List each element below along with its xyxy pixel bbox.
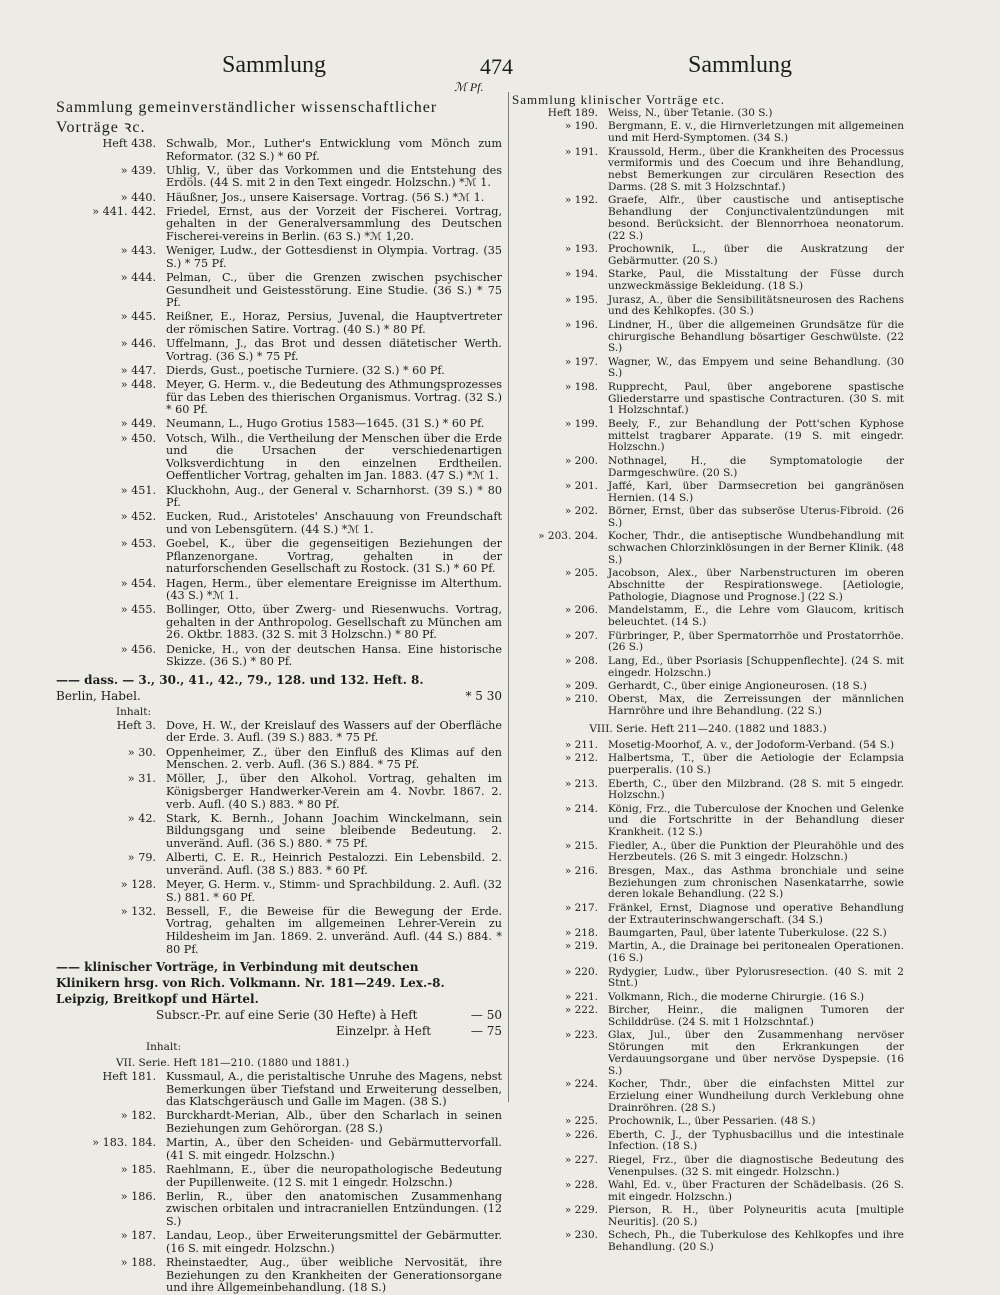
page-number: 474 (480, 54, 513, 79)
list-item (56, 418, 502, 431)
klinische-vortraege-line1: —— klinischer Vorträge, in Verbindung mit deutschen (56, 960, 419, 975)
list-item (512, 1180, 904, 1204)
heft-number: » 186. (120, 1189, 156, 1203)
subscription-label: Subscr.-Pr. auf eine Serie (30 Hefte) à Heft (156, 1008, 418, 1023)
list-item (56, 773, 502, 811)
list-item (56, 433, 502, 483)
list-item (512, 1130, 904, 1154)
list-item (56, 485, 502, 510)
entry-text: Neumann, L., Hugo Grotius 1583—1645. (31 S.) * 60 Pf. (166, 417, 485, 431)
heft-number: » 453. (120, 537, 156, 551)
entry-text: Bresgen, Max., das Asthma bronchiale und seine Beziehungen zum chronischen Nasenkatarrhe, sowie deren lokale Behandlung. (22 S.) (608, 864, 904, 901)
list-item (512, 740, 904, 752)
list-item (56, 1137, 502, 1162)
entry-text: Fränkel, Ernst, Diagnose und operative Behandlung der Extrauterinschwangerschaft. (34 S.) (608, 901, 904, 926)
heft-number: » 445. (120, 310, 156, 324)
dass-publisher-row (56, 688, 502, 704)
entry-text: Riegel, Frz., über die diagnostische Bedeutung des Venenpulses. (32 S. mit eingedr. Holzschn.) (608, 1153, 904, 1178)
entry-text: Kussmaul, A., die peristaltische Unruhe des Magens, nebst Bemerkungen über Tiefstand und Erweiterung desselben, das Klatschgeräusch und Galle im Magen. (38 S.) (166, 1070, 502, 1109)
list-item (512, 1230, 904, 1254)
section-title-gemeinverstaendlich: Sammlung gemeinverständlicher wissenschaftlicher Vorträge ꝛc. (56, 99, 438, 136)
heft-number: » 199. (564, 417, 598, 430)
list-item (512, 631, 904, 655)
entry-text: Burckhardt-Merian, Alb., über den Scharlach in seinen Beziehungen zum Gehörorgan. (28 S.) (166, 1109, 502, 1136)
heft-number: » 196. (564, 318, 598, 331)
entry-text: Baumgarten, Paul, über latente Tuberkulose. (22 S.) (608, 927, 887, 940)
list-item (512, 147, 904, 194)
heft-number: » 208. (564, 654, 598, 667)
running-header-right: Sammlung (688, 52, 793, 78)
heft-number: » 452. (120, 510, 156, 524)
list-item (56, 1257, 502, 1295)
entry-text: Landau, Leop., über Erweiterungsmittel der Gebärmutter. (16 S. mit eingedr. Holzschn.) (166, 1229, 502, 1255)
single-price-row (56, 1023, 502, 1039)
entry-text: Rheinstaedter, Aug., über weibliche Nervosität, ihre Beziehungen zu den Krankheiten der Generationsorgane und ihre Allgemeinbehandlung. (18 S.) (166, 1255, 502, 1295)
heft-number: » 439. (120, 163, 156, 177)
heft-number: » 195. (564, 293, 598, 306)
klinische-vortraege-line3: Leipzig, Breitkopf und Härtel. (56, 992, 259, 1007)
heft-number: » 185. (120, 1163, 156, 1177)
currency-header: ℳ Pf. (454, 80, 484, 94)
entry-text: Meyer, G. Herm. v., Stimm- und Sprachbildung. 2. Aufl. (32 S.) 881. * 60 Pf. (166, 877, 502, 904)
list-item (512, 456, 904, 480)
heft-number: » 223. (564, 1029, 598, 1042)
list-item (56, 906, 502, 956)
heft-number: » 215. (564, 839, 598, 852)
list-item (512, 295, 904, 319)
heft-number: » 228. (564, 1178, 598, 1191)
entry-text: Weniger, Ludw., der Gottesdienst in Olympia. Vortrag. (35 S.) * 75 Pf. (166, 244, 502, 270)
heft-number: » 187. (120, 1229, 156, 1243)
entry-text: Schwalb, Mor., Luther's Entwicklung vom Mönch zum Reformator. (32 S.) * 60 Pf. (166, 137, 502, 163)
running-header-left: Sammlung (222, 52, 327, 78)
column-divider (508, 92, 509, 1102)
entry-text: Rydygier, Ludw., über Pylorusresection. (40 S. mit 2 Stnt.) (608, 965, 904, 990)
list-item (56, 365, 502, 378)
serie7-heading: VII. Serie. Heft 181—210. (1880 und 1881.) (116, 1057, 350, 1070)
list-item (56, 720, 502, 745)
list-item (56, 338, 502, 363)
heft-number: » 227. (564, 1153, 598, 1166)
heft-number: » 225. (564, 1115, 598, 1128)
entry-text: Bircher, Heinr., die malignen Tumoren der Schilddrüse. (24 S. mit 1 Holzschntaf.) (608, 1004, 904, 1028)
heft-number: » 454. (120, 576, 156, 590)
heft-number: » 192. (564, 194, 598, 207)
entry-text: Lang, Ed., über Psoriasis [Schuppenflechte]. (24 S. mit eingedr. Holzschn.) (608, 654, 904, 679)
list-item (56, 747, 502, 772)
entry-text: Kluckhohn, Aug., der General v. Scharnhorst. (39 S.) * 80 Pf. (166, 483, 502, 510)
heft-number: » 183. 184. (92, 1136, 156, 1150)
entry-text: Prochownik, L., über die Auskratzung der Gebärmutter. (20 S.) (608, 243, 904, 267)
heft-number: » 190. (564, 120, 598, 133)
entry-list-serie7-continued (512, 108, 904, 718)
entry-text: Oppenheimer, Z., über den Einfluß des Klimas auf den Menschen. 2. verb. Aufl. (36 S.) 884. * 75 Pf. (166, 745, 502, 772)
list-item (56, 165, 502, 190)
heft-number: » 444. (120, 270, 156, 284)
entry-text: Möller, J., über den Alkohol. Vortrag, gehalten im Königsberger Handwerker-Verein am 4. Novbr. 1867. 2. verb. Aufl. (40 S.) 883. * 80 Pf. (166, 772, 502, 811)
list-item (512, 382, 904, 417)
heft-number: » 193. (564, 243, 598, 256)
entry-text: Denicke, H., von der deutschen Hansa. Eine historische Skizze. (36 S.) * 80 Pf. (166, 642, 502, 669)
entry-text: Eberth, C., über den Milzbrand. (28 S. mit 5 eingedr. Holzschn.) (608, 777, 904, 802)
heft-number: » 224. (564, 1078, 598, 1091)
left-column (56, 98, 502, 1295)
heft-number: » 31. (127, 772, 156, 786)
list-item (56, 192, 502, 205)
entry-text: Martin, A., über den Scheiden- und Gebärmuttervorfall. (41 S. mit eingedr. Holzschn.) (166, 1136, 502, 1162)
entry-text: Uffelmann, J., das Brot und dessen diätetischer Werth. Vortrag. (36 S.) * 75 Pf. (166, 337, 502, 363)
list-item (512, 531, 904, 566)
entry-text: Häußner, Jos., unsere Kaisersage. Vortrag. (56 S.) *ℳ 1. (166, 190, 485, 204)
heft-number: » 455. (120, 603, 156, 617)
list-item (512, 506, 904, 530)
list-item (56, 538, 502, 576)
single-price-label: Einzelpr. à Heft (336, 1024, 432, 1039)
heft-number: » 206. (564, 604, 598, 617)
entry-text: Wahl, Ed. v., über Fracturen der Schädelbasis. (26 S. mit eingedr. Holzschn.) (608, 1178, 904, 1203)
heft-number: » 441. 442. (92, 204, 156, 218)
list-item (56, 272, 502, 310)
heft-number: » 217. (564, 901, 598, 914)
entry-text: Oberst, Max, die Zerreissungen der männlichen Harnröhre und ihre Behandlung. (22 S.) (608, 693, 904, 718)
entry-text: Alberti, C. E. R., Heinrich Pestalozzi. Ein Lebensbild. 2. unveränd. Aufl. (38 S.) 883. * 60 Pf. (166, 851, 502, 877)
list-item (512, 967, 904, 991)
list-item (56, 1164, 502, 1189)
list-item (56, 311, 502, 336)
heft-number: » 221. (564, 990, 598, 1003)
list-item (512, 928, 904, 940)
entry-text: Mandelstamm, E., die Lehre vom Glaucom, kritisch beleuchtet. (14 S.) (608, 604, 904, 629)
entry-text: Goebel, K., über die gegenseitigen Beziehungen der Pflanzenorgane. Vortrag, gehalten in der naturforschenden Gesellschaft zu Rostock. (31 S.) * 60 Pf. (166, 537, 502, 576)
entry-text: Gerhardt, C., über einige Angioneurosen. (18 S.) (608, 679, 867, 692)
list-item (512, 320, 904, 355)
dass-price: * 5 30 (465, 688, 502, 703)
list-item (56, 879, 502, 904)
entry-list-serie8 (512, 740, 904, 1254)
heft-number: » 200. (564, 454, 598, 467)
heft-number: » 451. (120, 483, 156, 497)
entry-text: Schech, Ph., die Tuberkulose des Kehlkopfes und ihre Behandlung. (20 S.) (608, 1229, 904, 1254)
entry-text: Fiedler, A., über die Punktion der Pleurahöhle und des Herzbeutels. (26 S. mit 3 eingedr. Holzschn.) (608, 839, 904, 864)
list-item (512, 121, 904, 145)
list-item (512, 779, 904, 803)
heft-number: » 197. (564, 355, 598, 368)
entry-text: Weiss, N., über Tetanie. (30 S.) (608, 107, 773, 119)
heft-number: » 188. (120, 1255, 156, 1269)
heft-number: » 218. (564, 927, 598, 940)
entry-text: Hagen, Herm., über elementare Ereignisse im Alterthum. (43 S.) *ℳ 1. (166, 576, 502, 603)
heft-number: » 448. (120, 378, 156, 392)
list-item (56, 1071, 502, 1109)
list-item (56, 1230, 502, 1255)
entry-text: Fürbringer, P., über Spermatorrhöe und Prostatorrhöe. (26 S.) (608, 629, 904, 654)
heft-number: » 212. (564, 752, 598, 765)
entry-text: Jurasz, A., über die Sensibilitätsneurosen des Rachens und des Kehlkopfes. (30 S.) (608, 293, 904, 318)
list-item (512, 804, 904, 839)
list-item (512, 941, 904, 965)
list-item (512, 605, 904, 629)
list-item (56, 511, 502, 536)
list-item (512, 244, 904, 268)
list-item (512, 269, 904, 293)
list-item (512, 1205, 904, 1229)
heft-number: » 213. (564, 777, 598, 790)
subscription-price-row (56, 1007, 502, 1023)
entry-text: Jacobson, Alex., über Narbenstructuren im oberen Abschnitte der Respirationswege. [Aetiologie, Pathologie, Diagnose und Prognose.] (22 S.) (608, 567, 904, 603)
entry-text: Volkmann, Rich., die moderne Chirurgie. (16 S.) (608, 990, 865, 1003)
entry-text: Graefe, Alfr., über caustische und antiseptische Behandlung der Conjunctivalentzündungen mit besond. Berücksicht. der Blennorrhoea neonatorum. (22 S.) (608, 194, 904, 242)
heft-number: » 198. (564, 380, 598, 393)
entry-text: Eucken, Rud., Aristoteles' Anschauung von Freundschaft und von Lebensgütern. (44 S.) *ℳ 1. (166, 510, 502, 536)
entry-text: Raehlmann, E., über die neuropathologische Bedeutung der Pupillenweite. (12 S. mit 1 eingedr. Holzschn.) (166, 1163, 502, 1189)
heft-number: » 220. (564, 965, 598, 978)
entry-text: Pelman, C., über die Grenzen zwischen psychischer Gesundheit und Geistesstörung. Eine Studie. (36 S.) * 75 Pf. (166, 270, 502, 310)
entry-text: Bergmann, E. v., die Hirnverletzungen mit allgemeinen und mit Herd-Symptomen. (34 S.) (608, 120, 904, 145)
single-price: — 75 (470, 1024, 502, 1039)
entry-text: Kraussold, Herm., über die Krankheiten des Processus vermiformis und des Coecum und ihre Behandlung, nebst Bemerkungen zur circulären Resection des Darms. (28 S. mit 3 Holzschntaf.) (608, 145, 904, 193)
list-item (56, 138, 502, 163)
heft-number: » 42. (127, 811, 156, 825)
heft-number: » 202. (564, 505, 598, 518)
heft-number: » 191. (564, 145, 598, 158)
list-item (512, 1116, 904, 1128)
dass-publisher: Berlin, Habel. (56, 688, 141, 703)
heft-number: » 30. (127, 745, 156, 759)
heft-number: » 182. (120, 1109, 156, 1123)
heft-number: » 449. (120, 417, 156, 431)
list-item (512, 1079, 904, 1114)
list-item (56, 813, 502, 851)
entry-text: Berlin, R., über den anatomischen Zusammenhang zwischen orbitalen und intracraniellen Entzündungen. (12 S.) (166, 1189, 502, 1228)
serie8-heading: VIII. Serie. Heft 211—240. (1882 und 1883.) (589, 722, 827, 735)
heft-number: » 194. (564, 268, 598, 281)
subscription-price: — 50 (470, 1008, 502, 1023)
entry-text: Beely, F., zur Behandlung der Pott'schen Kyphose mittelst tragbarer Apparate. (19 S. mit eingedr. Holzschn.) (608, 417, 904, 454)
list-item (512, 1005, 904, 1029)
list-item (56, 245, 502, 270)
heft-number: » 209. (564, 679, 598, 692)
entry-text: Martin, A., die Drainage bei peritonealen Operationen. (16 S.) (608, 940, 904, 965)
klinische-vortraege-line2: Klinikern hrsg. von Rich. Volkmann. Nr. 181—249. Lex.-8. (56, 976, 445, 991)
list-item (512, 903, 904, 927)
list-item (56, 1191, 502, 1229)
list-item (512, 694, 904, 718)
entry-text: Uhlig, V., über das Vorkommen und die Entstehung des Erdöls. (44 S. mit 2 in den Text eingedr. Holzschn.) *ℳ 1. (166, 163, 502, 190)
entry-text: Rupprecht, Paul, über angeborene spastische Gliederstarre und spastische Contracturen. (30 S. mit 1 Holzschntaf.) (608, 380, 904, 417)
entry-text: Dierds, Gust., poetische Turniere. (32 S.) * 60 Pf. (166, 363, 445, 377)
list-item (512, 656, 904, 680)
heft-number: Heft 181. (102, 1070, 156, 1084)
list-item (56, 379, 502, 417)
heft-number: Heft 438. (102, 137, 156, 150)
entry-text: Pierson, R. H., über Polyneuritis acuta [multiple Neuritis]. (20 S.) (608, 1204, 904, 1228)
list-item (512, 357, 904, 381)
entry-text: Prochownik, L., über Pessarien. (48 S.) (608, 1115, 816, 1128)
entry-text: König, Frz., die Tuberculose der Knochen und Gelenke und die Fortschritte in der Behandlung dieser Krankheit. (12 S.) (608, 802, 904, 839)
entry-text: Mosetig-Moorhof, A. v., der Jodoform-Verband. (54 S.) (608, 738, 895, 751)
heft-number: Heft 189. (547, 107, 598, 119)
heft-number: » 201. (564, 480, 598, 493)
entry-text: Meyer, G. Herm. v., die Bedeutung des Athmungsprozesses für das Leben des thierischen Organismus. Vortrag. (32 S.) * 60 Pf. (166, 378, 502, 417)
entry-text: Bessell, F., die Beweise für die Bewegung der Erde. Vortrag, gehalten im allgemeinen Lehrer-Verein zu Hildesheim im Jan. 1869. 2. unveränd. Aufl. (44 S.) 884. * 80 Pf. (166, 904, 502, 956)
entry-text: Friedel, Ernst, aus der Vorzeit der Fischerei. Vortrag, gehalten in der Generalversammlung des Deutschen Fischerei-vereins in Berlin. (63 S.) *ℳ 1,20. (166, 204, 502, 243)
list-item (56, 206, 502, 244)
heft-number: » 447. (120, 363, 156, 377)
heft-number: » 207. (564, 629, 598, 642)
entry-text: Wagner, W., das Empyem und seine Behandlung. (30 S.) (608, 355, 904, 380)
entry-text: Bollinger, Otto, über Zwerg- und Riesenwuchs. Vortrag, gehalten in der Anthropolog. Gesellschaft zu München am 26. Oktbr. 1883. (32 S. mit 3 Holzschn.) * 80 Pf. (166, 603, 502, 642)
entry-text: Stark, K. Bernh., Johann Joachim Winckelmann, sein Bildungsgang und seine bleibende Bedeutung. 2. unveränd. Aufl. (36 S.) 880. * 75 Pf. (166, 811, 502, 850)
list-item (512, 681, 904, 693)
heft-number: » 205. (564, 567, 598, 580)
list-item (512, 1155, 904, 1179)
heft-number: » 203. 204. (538, 530, 598, 543)
entry-text: Eberth, C. J., der Typhusbacillus und die intestinale Infection. (18 S.) (608, 1128, 904, 1153)
entry-text: Halbertsma, T., über die Aetiologie der Eclampsia puerperalis. (10 S.) (608, 752, 904, 777)
inhalt2-label: Inhalt: (146, 1041, 182, 1054)
heft-number: » 446. (120, 337, 156, 351)
entry-text: Glax, Jul., über den Zusammenhang nervöser Störungen mit den Erkrankungen der Verdauungsorgane und über nervöse Dyspepsie. (16 S.) (608, 1029, 904, 1077)
entry-list-inhalt (56, 720, 502, 956)
list-item (56, 852, 502, 877)
list-item (56, 604, 502, 642)
heft-number: » 132. (120, 904, 156, 918)
list-item (512, 481, 904, 505)
entry-text: Lindner, H., über die allgemeinen Grundsätze für die chirurgische Behandlung bösartiger Geschwülste. (22 S.) (608, 318, 904, 355)
heft-number: » 230. (564, 1229, 598, 1242)
entry-text: Dove, H. W., der Kreislauf des Wassers auf der Oberfläche der Erde. 3. Aufl. (39 S.) 883. * 75 Pf. (166, 718, 502, 745)
heft-number: » 210. (564, 693, 598, 706)
list-item (512, 1030, 904, 1077)
heft-number: » 443. (120, 244, 156, 258)
list-item (512, 108, 904, 120)
list-item (512, 419, 904, 454)
list-item (56, 1110, 502, 1135)
entry-text: Kocher, Thdr., die antiseptische Wundbehandlung mit schwachen Chlorzinklösungen in der Berner Klinik. (48 S.) (608, 530, 904, 566)
entry-text: Jaffé, Karl, über Darmsecretion bei gangränösen Hernien. (14 S.) (608, 480, 904, 504)
list-item (56, 644, 502, 669)
heft-number: » 226. (564, 1128, 598, 1141)
heft-number: » 222. (564, 1004, 598, 1017)
inhalt-label: Inhalt: (116, 705, 152, 718)
heft-number: » 456. (120, 642, 156, 656)
section-title-klinisch: Sammlung klinischer Vorträge etc. (512, 92, 726, 107)
entry-text: Starke, Paul, die Misstaltung der Füsse durch unzweckmässige Bekleidung. (18 S.) (608, 268, 904, 293)
heft-number: » 216. (564, 864, 598, 877)
entry-text: Votsch, Wilh., die Vertheilung der Menschen über die Erde und die Ursachen der verschiedenartigen Volksverdichtung in den einzelnen Erdtheilen. Oeffentlicher Vortrag, gehalten im Jan. 1883. (47 S.) *ℳ 1. (166, 431, 502, 483)
heft-number: » 450. (120, 431, 156, 445)
list-item (512, 753, 904, 777)
list-item (512, 992, 904, 1004)
heft-number: » 229. (564, 1204, 598, 1217)
list-item (512, 195, 904, 242)
entry-list-gemeinverstaendlich (56, 138, 502, 669)
heft-number: » 211. (564, 738, 598, 751)
right-column (512, 92, 904, 1254)
list-item (512, 866, 904, 901)
heft-number: » 128. (120, 877, 156, 891)
entry-list-serie7 (56, 1071, 502, 1295)
heft-number: » 79. (127, 851, 156, 865)
heft-number: » 440. (120, 190, 156, 204)
entry-text: Börner, Ernst, über das subseröse Uterus-Fibroid. (26 S.) (608, 505, 904, 530)
list-item (512, 841, 904, 865)
heft-number: » 219. (564, 940, 598, 953)
heft-number: Heft 3. (116, 718, 156, 732)
list-item (56, 578, 502, 603)
list-item (512, 568, 904, 603)
heft-number: » 214. (564, 802, 598, 815)
entry-text: Nothnagel, H., die Symptomatologie der Darmgeschwüre. (20 S.) (608, 454, 904, 479)
entry-text: Kocher, Thdr., über die einfachsten Mittel zur Erzielung einer Wundheilung durch Verklebung ohne Drainröhren. (28 S.) (608, 1078, 904, 1114)
dass-line: —— dass. — 3., 30., 41., 42., 79., 128. und 132. Heft. 8. (56, 672, 424, 687)
entry-text: Reißner, E., Horaz, Persius, Juvenal, die Hauptvertreter der römischen Satire. Vortrag. (40 S.) * 80 Pf. (166, 310, 502, 336)
